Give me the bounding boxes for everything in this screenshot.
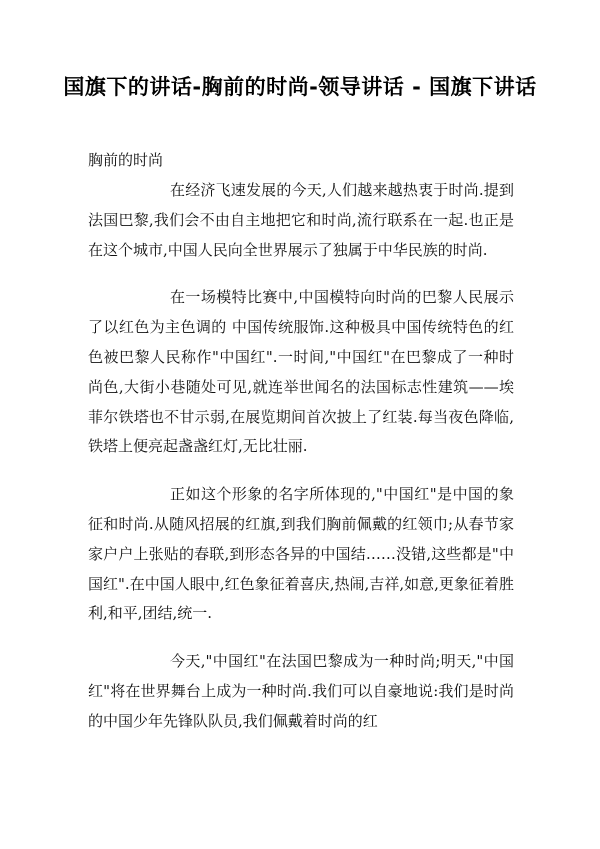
- paragraph: 在一场模特比赛中,中国模特向时尚的巴黎人民展示了以红色为主色调的 中国传统服饰.这种极具中国传统特色的红色被巴黎人民称作"中国红".一时间,"中国红"在巴黎成了一种时尚色,大街小巷随处可见,就连举世闻名的法国标志性建筑——埃菲尔铁塔也不甘示弱,在展览期间首次披上了红装.每当夜色降临,铁塔上便亮起盏盏红灯,无比壮丽.: [88, 288, 514, 456]
- document-title: 国旗下的讲话-胸前的时尚-领导讲话 - 国旗下讲话: [63, 75, 537, 99]
- section-heading: 胸前的时尚: [88, 151, 164, 169]
- paragraph: 正如这个形象的名字所体现的,"中国红"是中国的象征和时尚.从随风招展的红旗,到我们胸前佩戴的红领巾;从春节家家户户上张贴的春联,到形态各异的中国结……没错,这些都是"中国红".在中国人眼中,红色象征着喜庆,热闹,吉祥,如意,更象征着胜利,和平,团结,统一.: [88, 485, 514, 623]
- paragraph: 今天,"中国红"在法国巴黎成为一种时尚;明天,"中国红"将在世界舞台上成为一种时尚.我们可以自豪地说:我们是时尚的中国少年先锋队队员,我们佩戴着时尚的红: [88, 652, 514, 730]
- paragraph: 在经济飞速发展的今天,人们越来越热衷于时尚.提到法国巴黎,我们会不由自主地把它和时尚,流行联系在一起.也正是在这个城市,中国人民向全世界展示了独属于中华民族的时尚.: [88, 181, 514, 259]
- document-body: [88, 176, 514, 755]
